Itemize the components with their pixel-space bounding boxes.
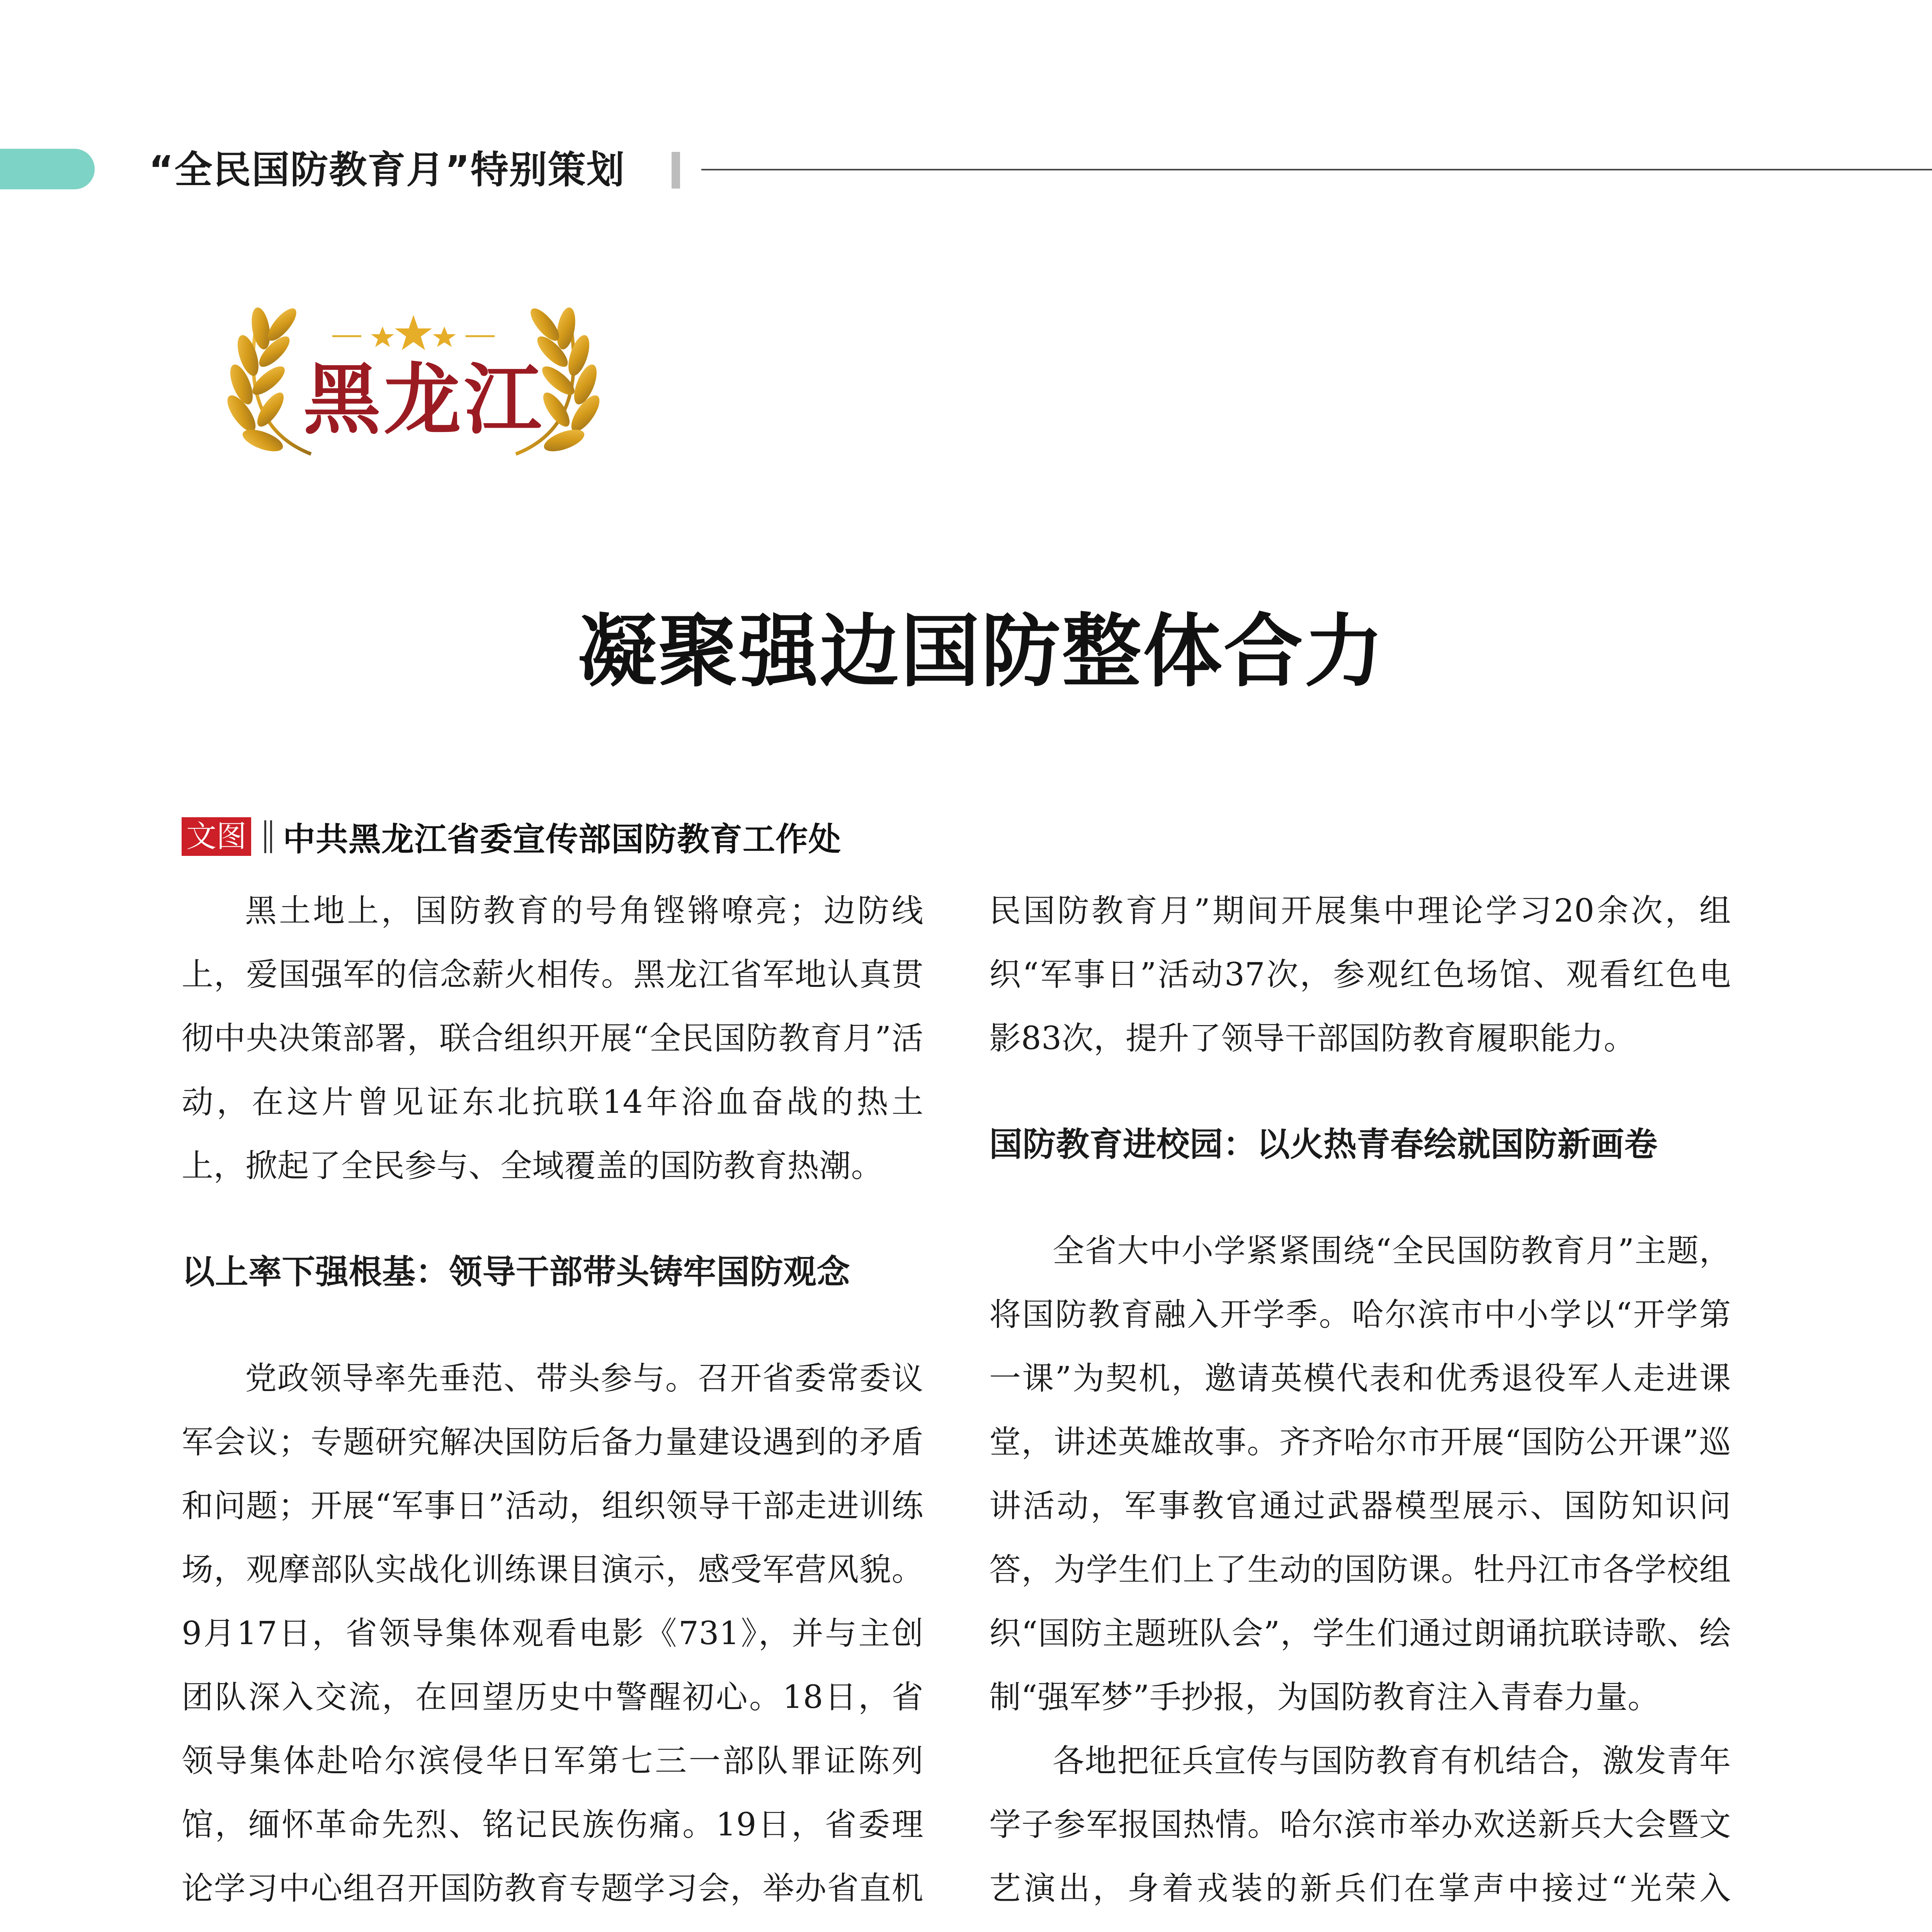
- byline-author: 中共黑龙江省委宣传部国防教育工作处: [283, 820, 842, 858]
- province-name: 黑龙江: [303, 354, 545, 445]
- section-accent-pill: [0, 149, 95, 189]
- header-rule: [701, 169, 1932, 170]
- right-column: [989, 879, 1731, 1932]
- section-title-divider: [672, 152, 680, 189]
- paragraph-continued: 民国防教育月”期间开展集中理论学习20余次，组织“军事日”活动37次，参观红色场馆、观看红色电影83次，提升了领导干部国防教育履职能力。: [989, 893, 1731, 1057]
- paragraph: 党政领导率先垂范、带头参与。召开省委常委议军会议；专题研究解决国防后备力量建设遇到的矛盾和问题；开展“军事日”活动，组织领导干部走进训练场，观摩部队实战化训练课目演示，感受军营风貌。9月17日，省领导集体观看电影《731》，并与主创团队深入交流，在回望历史中警醒初心。18日，省领导集体赴哈尔滨侵华日军第七三一部队罪证陈列馆，缅怀革命先烈、铭记民族伤痛。19日，省委理论学习中心组召开国防教育专题学习会，举办省直机: [182, 1360, 923, 1907]
- byline-separator: [264, 820, 272, 853]
- paragraph: 各地把征兵宣传与国防教育有机结合，激发青年学子参军报国热情。哈尔滨市举办欢送新兵大会暨文艺演出，身着戎装的新兵们在掌声中接过“光荣入: [989, 1743, 1731, 1907]
- paragraph: 黑土地上，国防教育的号角铿锵嘹亮；边防线上，爱国强军的信念薪火相传。黑龙江省军地认真贯彻中央决策部署，联合组织开展“全民国防教育月”活动，在这片曾见证东北抗联14年浴血奋战的热土上，掀起了全民参与、全域覆盖的国防教育热潮。: [182, 893, 923, 1184]
- province-emblem: [220, 298, 607, 460]
- byline-tag: 文图: [182, 817, 251, 856]
- section-title: “全民国防教育月”特别策划: [149, 148, 625, 192]
- subheading: 以上率下强根基：领导干部带头铸牢国防观念: [182, 1253, 850, 1291]
- left-column: [182, 879, 923, 1932]
- paragraph: 全省大中小学紧紧围绕“全民国防教育月”主题，将国防教育融入开学季。哈尔滨市中小学以“开学第一课”为契机，邀请英模代表和优秀退役军人走进课堂，讲述英雄故事。齐齐哈尔市开展“国防公开课”巡讲活动，军事教官通过武器模型展示、国防知识问答，为学生们上了生动的国防课。牡丹江市各学校组织“国防主题班队会”，学生们通过朗诵抗联诗歌、绘制“强军梦”手抄报，为国防教育注入青春力量。: [989, 1233, 1731, 1716]
- subheading: 国防教育进校园：以火热青春绘就国防新画卷: [989, 1125, 1658, 1164]
- article-title: 凝聚强边国防整体合力: [577, 606, 1385, 698]
- byline: [182, 813, 841, 860]
